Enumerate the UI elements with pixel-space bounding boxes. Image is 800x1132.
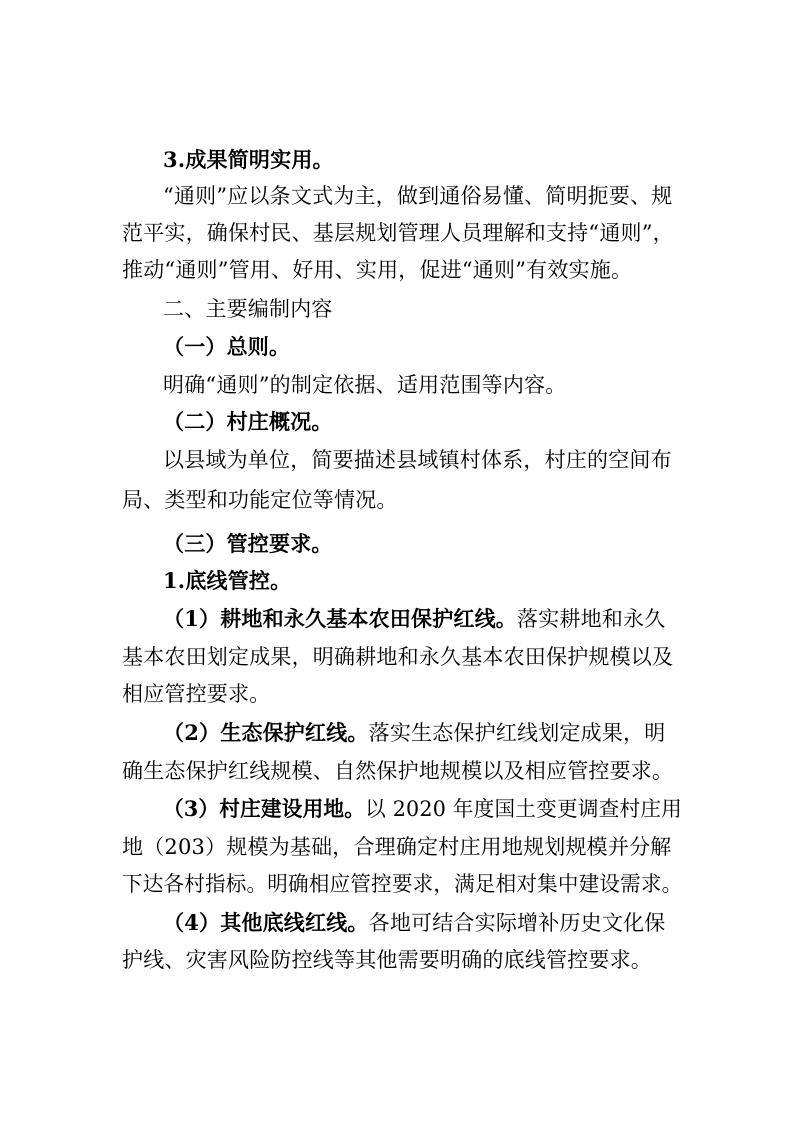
heading-achievement: 3.成果简明实用。 bbox=[163, 147, 334, 172]
paragraph-line: 下达各村指标。明确相应管控要求，满足相对集中建设需求。 bbox=[122, 872, 683, 896]
item-1-lead: 落实耕地和永久 bbox=[517, 607, 666, 631]
paragraph-line: 基本农田划定成果，明确耕地和永久基本农田保护规模以及 bbox=[122, 645, 674, 669]
subsection-heading-overview: （二）村庄概况。 bbox=[163, 409, 333, 434]
item-4-title: （4）其他底线红线。 bbox=[163, 910, 369, 935]
paragraph-line: 地（203）规模为基础，合理确定村庄用地规划规模并分解 bbox=[122, 835, 672, 859]
subsection-heading-general: （一）总则。 bbox=[163, 334, 291, 359]
paragraph-line: 护线、灾害风险防控线等其他需要明确的底线管控要求。 bbox=[122, 948, 652, 972]
section-heading: 二、主要编制内容 bbox=[163, 297, 333, 321]
paragraph-line: 推动“通则”管用、好用、实用，促进“通则”有效实施。 bbox=[122, 258, 633, 282]
paragraph-line: 范平实，确保村民、基层规划管理人员理解和支持“通则”， bbox=[122, 221, 674, 245]
item-2-line bbox=[163, 719, 682, 747]
item-4-line bbox=[163, 909, 682, 937]
paragraph-line: 以县域为单位，简要描述县域镇村体系，村庄的空间布 bbox=[163, 448, 672, 472]
subsection-heading-control: （三）管控要求。 bbox=[163, 531, 333, 556]
paragraph-line: 明确“通则”的制定依据、适用范围等内容。 bbox=[163, 373, 567, 397]
item-3-title: （3）村庄建设用地。 bbox=[163, 796, 366, 821]
paragraph-line: 局、类型和功能定位等情况。 bbox=[122, 488, 398, 512]
item-3-line bbox=[163, 795, 683, 823]
item-1-title: （1）耕地和永久基本农田保护红线。 bbox=[163, 606, 518, 631]
paragraph-line: “通则”应以条文式为主，做到通俗易懂、简明扼要、规 bbox=[163, 184, 673, 208]
item-2-title: （2）生态保护红线。 bbox=[163, 720, 369, 745]
item-2-lead: 落实生态保护红线划定成果，明 bbox=[368, 721, 666, 745]
heading-bottomline: 1.底线管控。 bbox=[163, 568, 292, 593]
item-1-line bbox=[163, 605, 682, 633]
item-3-lead: 以 2020 年度国土变更调查村庄用 bbox=[365, 797, 683, 821]
paragraph-line: 确生态保护红线规模、自然保护地规模以及相应管控要求。 bbox=[122, 759, 674, 783]
item-4-lead: 各地可结合实际增补历史文化保 bbox=[368, 911, 666, 935]
paragraph-line: 相应管控要求。 bbox=[122, 682, 271, 706]
